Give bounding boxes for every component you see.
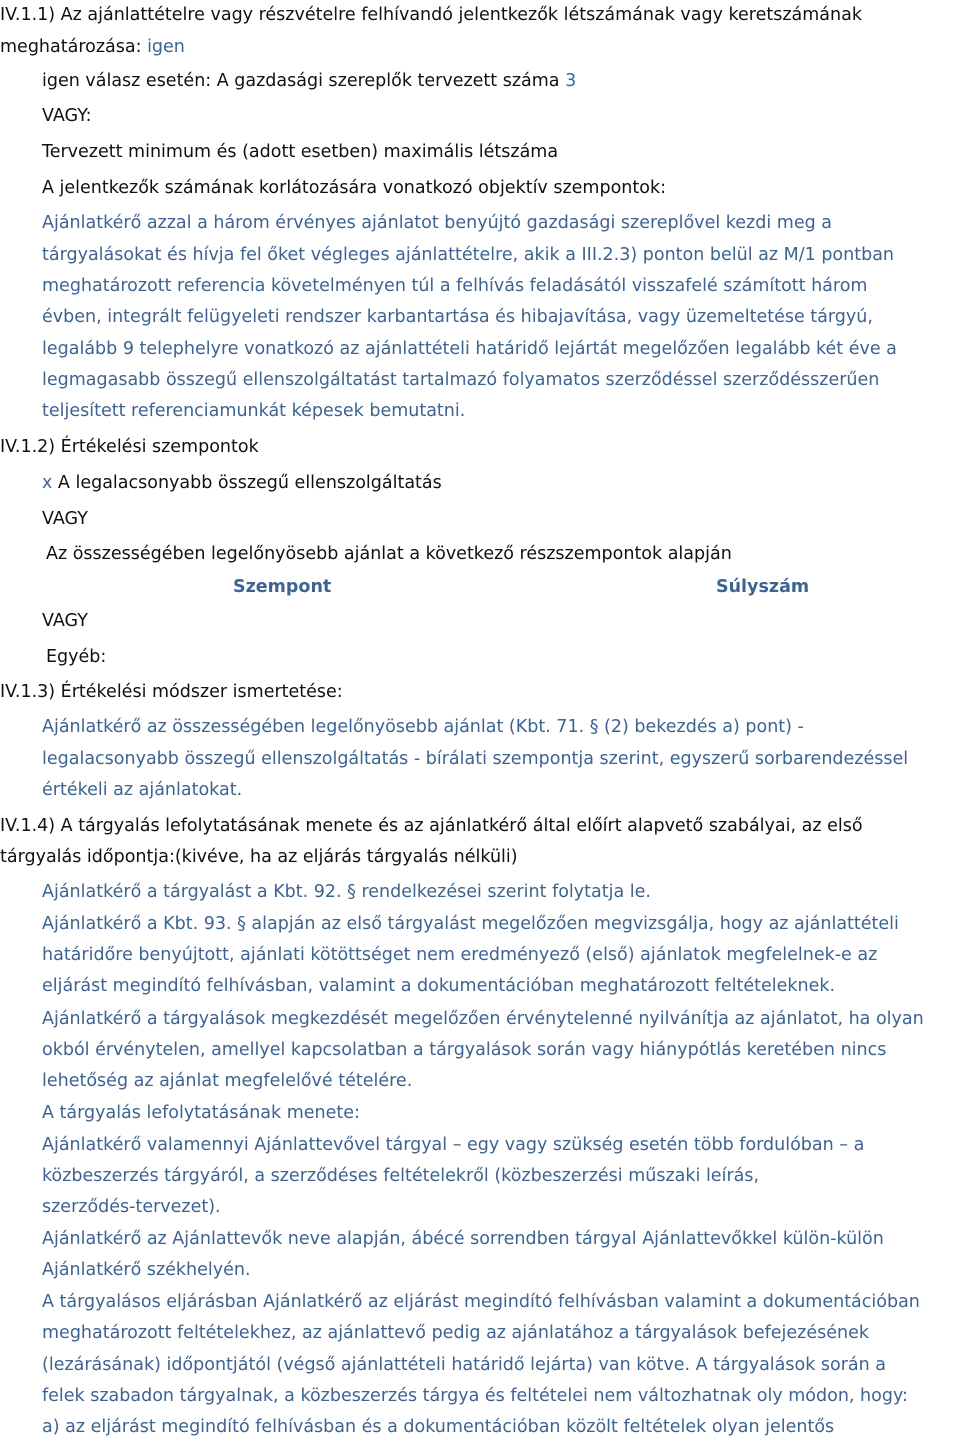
s411-heading-line2	[0, 36, 185, 58]
s412-other-label: Egyéb:	[46, 647, 107, 667]
s414-line: meghatározott feltételekhez, az ajánlattevő pedig az ajánlatához a tárgyalások befejezésének	[42, 1323, 869, 1343]
s411-criteria-line: évben, integrált felügyeleti rendszer karbantartása és hibajavítása, vagy üzemeltetése tárgyú,	[42, 307, 873, 327]
s414-line: Ajánlatkérő valamennyi Ajánlattevővel tárgyal – egy vagy szükség esetén több fordulóban – a	[42, 1135, 865, 1155]
s414-line: Ajánlatkérő székhelyén.	[42, 1260, 251, 1280]
planned-count-value: 3	[565, 71, 577, 91]
s414-line: eljárást megindító felhívásban, valamint a dokumentációban meghatározott feltételeknek.	[42, 976, 836, 996]
s414-line: okból érvénytelen, amellyel kapcsolatban a tárgyalások során vagy hiánypótlás keretében nincs	[42, 1040, 887, 1060]
s414-heading-line1: IV.1.4) A tárgyalás lefolytatásának menete és az ajánlatkérő által előírt alapvető szabályai, az első	[0, 816, 863, 836]
s413-heading: IV.1.3) Értékelési módszer ismertetése:	[0, 682, 343, 702]
s412-heading: IV.1.2) Értékelési szempontok	[0, 437, 259, 457]
s414-line: Ajánlatkérő a tárgyalások megkezdését megelőzően érvénytelenné nyilvánítja az ajánlatot, ha olyan	[42, 1009, 924, 1029]
s411-criteria-label: A jelentkezők számának korlátozására vonatkozó objektív szempontok:	[42, 178, 666, 198]
selected-mark: x	[42, 473, 53, 493]
s411-criteria-line: legmagasabb összegű ellenszolgáltatást tartalmazó folyamatos szerződéssel szerződésszerűen	[42, 370, 880, 390]
s412-option-lowest-price	[42, 472, 442, 494]
s411-heading-text: 1) Az ajánlattételre vagy részvételre felhívandó jelentkezők létszámának vagy keretszámának	[37, 5, 862, 25]
option-lowest-price-label: A legalacsonyabb összegű ellenszolgáltatás	[52, 473, 442, 493]
planned-count-label: igen válasz esetén: A gazdasági szereplők tervezett száma	[42, 71, 566, 91]
s414-line: szerződés-tervezet).	[42, 1197, 221, 1217]
s411-or: VAGY:	[42, 106, 92, 126]
s414-line: A tárgyalás lefolytatásának menete:	[42, 1103, 360, 1123]
s414-line: (lezárásának) időpontjától (végső ajánlattételi határidő lejárta) van kötve. A tárgyalások során a	[42, 1355, 887, 1375]
s413-line: értékeli az ajánlatokat.	[42, 780, 243, 800]
s411-planned-count	[42, 70, 576, 92]
s414-line: felek szabadon tárgyalnak, a közbeszerzés tárgya és feltételei nem változhatnak oly módon, hogy:	[42, 1386, 908, 1406]
s413-line: legalacsonyabb összegű ellenszolgáltatás - bírálati szempontja szerint, egyszerű sorbarendezéssel	[42, 749, 909, 769]
s411-criteria-line: legalább 9 telephelyre vonatkozó az ajánlattételi határidő lejártát megelőzően legalább két éve a	[42, 339, 897, 359]
s411-heading-value: igen	[147, 37, 185, 57]
s411-heading-number: IV.1.	[0, 5, 38, 25]
s411-criteria-line: meghatározott referencia követelményen túl a felhívás feladásától visszafelé számított három	[42, 276, 868, 296]
s411-criteria-line: Ajánlatkérő azzal a három érvényes ajánlatot benyújtó gazdasági szereplővel kezdi meg a	[42, 213, 832, 233]
s411-criteria-line: tárgyalásokat és hívja fel őket végleges ajánlattételre, akik a III.2.3) ponton belül az M/1 pontban	[42, 245, 895, 265]
s412-or: VAGY	[42, 509, 88, 529]
s414-line: Ajánlatkérő az Ajánlattevők neve alapján, ábécé sorrendben tárgyal Ajánlattevőkkel külön-külön	[42, 1229, 884, 1249]
s414-line: A tárgyalásos eljárásban Ajánlatkérő az eljárást megindító felhívásban valamint a dokumentációban	[42, 1292, 920, 1312]
s412-option-best-value: Az összességében legelőnyösebb ajánlat a következő részszempontok alapján	[46, 544, 732, 564]
s414-line: közbeszerzés tárgyáról, a szerződéses feltételekről (közbeszerzési műszaki leírás,	[42, 1166, 760, 1186]
s414-line: Ajánlatkérő a tárgyalást a Kbt. 92. § rendelkezései szerint folytatja le.	[42, 882, 651, 902]
s414-line: lehetőség az ajánlat megfelelővé tételére.	[42, 1071, 413, 1091]
s412-or: VAGY	[42, 611, 88, 631]
s414-line: határidőre benyújtott, ajánlati kötöttséget nem eredményező (első) ajánlatok megfelelnek-e az	[42, 945, 878, 965]
s414-line: a) az eljárást megindító felhívásban és a dokumentációban közölt feltételek olyan jelentős	[42, 1417, 835, 1437]
s411-heading-label: meghatározása:	[0, 37, 148, 57]
weight-column-header: Súlyszám	[716, 577, 810, 597]
s411-criteria-line: teljesített referenciamunkát képesek bemutatni.	[42, 401, 466, 421]
s411-heading-line1	[0, 4, 862, 26]
s411-minmax-label: Tervezett minimum és (adott esetben) maximális létszáma	[42, 142, 559, 162]
s414-line: Ajánlatkérő a Kbt. 93. § alapján az első tárgyalást megelőzően megvizsgálja, hogy az ajánlattételi	[42, 914, 899, 934]
s413-line: Ajánlatkérő az összességében legelőnyösebb ajánlat (Kbt. 71. § (2) bekezdés a) pont) -	[42, 717, 804, 737]
criterion-column-header: Szempont	[233, 577, 332, 597]
s414-heading-line2: tárgyalás időpontja:(kivéve, ha az eljárás tárgyalás nélküli)	[0, 847, 518, 867]
